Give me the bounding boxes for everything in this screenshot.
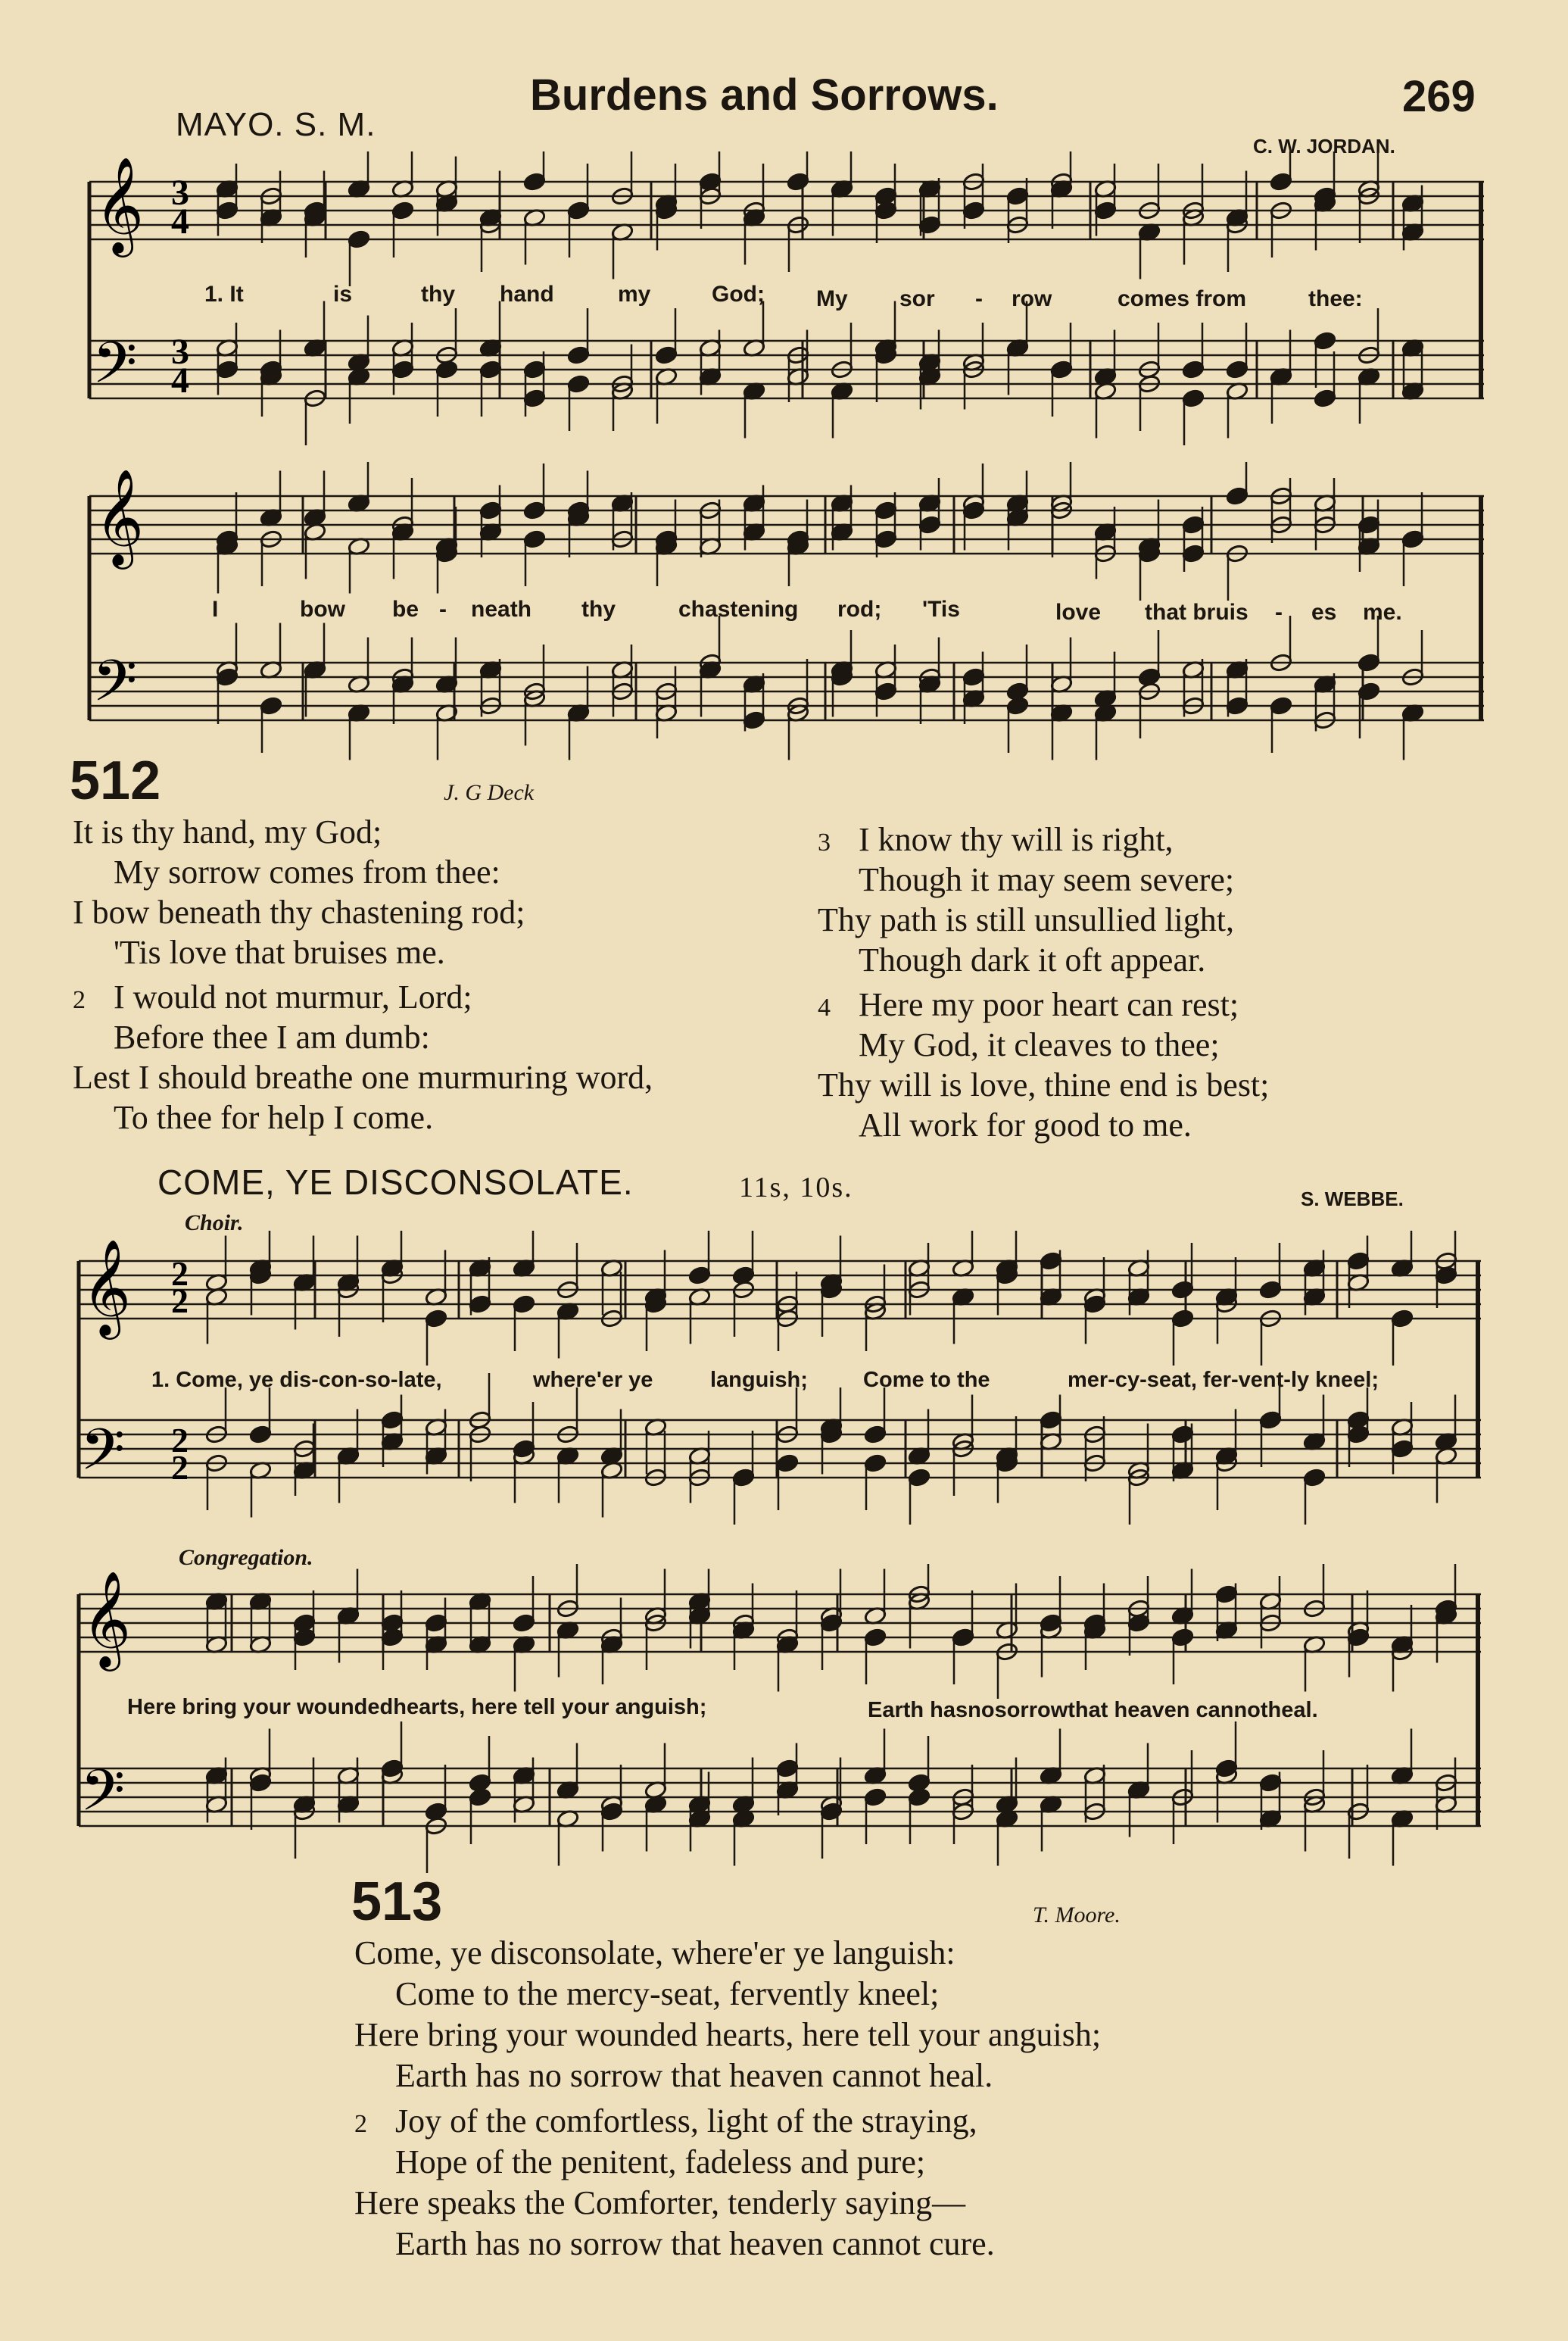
note-head bbox=[1270, 696, 1293, 716]
note-head bbox=[1171, 1628, 1195, 1647]
verse-512-3 bbox=[818, 819, 1234, 980]
verse-number: 4 bbox=[818, 994, 831, 1022]
treble-clef-icon: 𝄞 bbox=[95, 156, 145, 253]
note-head bbox=[1347, 1251, 1370, 1271]
note-head bbox=[523, 360, 547, 379]
verse-line: My sorrow comes from thee: bbox=[114, 854, 500, 891]
note-head bbox=[1182, 389, 1205, 408]
note-head bbox=[1259, 1773, 1283, 1793]
note-head bbox=[216, 360, 239, 379]
verse-line: Come to the mercy-seat, fervently kneel; bbox=[395, 1975, 940, 2012]
underlay-2-a: I bbox=[212, 597, 219, 622]
note-head bbox=[918, 515, 942, 535]
bass-clef-icon: 𝄢 bbox=[92, 329, 138, 410]
note-head bbox=[391, 360, 415, 379]
grand-staff-4 bbox=[65, 1564, 1481, 1882]
music-system-4 bbox=[65, 1564, 1481, 1882]
note-head bbox=[1314, 389, 1337, 408]
verse-line: Here speaks the Comforter, tenderly saying— bbox=[354, 2184, 966, 2221]
verse-number: 3 bbox=[818, 829, 831, 857]
time-sig-bottom-bass: 2 bbox=[171, 1448, 189, 1487]
underlay-3-c: languish; bbox=[710, 1368, 808, 1392]
time-sig-bottom: 4 bbox=[171, 201, 189, 242]
time-sig-top: 3 bbox=[171, 173, 189, 213]
bass-clef-icon: 𝄢 bbox=[80, 1757, 126, 1838]
time-sig-bottom-bass: 4 bbox=[171, 361, 189, 401]
note-head bbox=[348, 229, 371, 249]
note-head bbox=[249, 1425, 273, 1444]
bass-clef-icon: 𝄢 bbox=[92, 648, 138, 729]
time-sig-top-bass: 2 bbox=[171, 1421, 189, 1459]
verse-line: Though it may seem severe; bbox=[859, 861, 1235, 898]
author-moore: T. Moore. bbox=[1033, 1902, 1121, 1927]
tune-name-come-ye: COME, YE DISCONSOLATE. bbox=[157, 1163, 634, 1202]
underlay-2-i: 'Tis bbox=[922, 597, 960, 622]
underlay-1-a: 1. It bbox=[204, 282, 244, 307]
verse-line: Earth has no sorrow that heaven cannot heal. bbox=[395, 2057, 993, 2094]
note-head bbox=[908, 1468, 931, 1487]
verse-number: 2 bbox=[73, 986, 86, 1014]
note-head bbox=[391, 201, 415, 220]
section-title: Burdens and Sorrows. bbox=[530, 70, 999, 120]
note-head bbox=[523, 389, 547, 408]
hymn-number-513: 513 bbox=[351, 1871, 443, 1932]
verse-512-1 bbox=[73, 812, 525, 972]
note-head bbox=[1358, 653, 1381, 673]
treble-clef-icon: 𝄞 bbox=[82, 1570, 132, 1667]
note-head bbox=[908, 1787, 931, 1807]
verse-text: Joy of the comfortless, light of the straying, bbox=[395, 2102, 977, 2140]
tune-name-mayo: MAYO. S. M. bbox=[176, 106, 376, 143]
verse-line: Lest I should breathe one murmuring word, bbox=[73, 1059, 653, 1096]
verse-text: I would not murmur, Lord; bbox=[114, 979, 472, 1016]
verse-line: Here bring your wounded hearts, here tell your anguish; bbox=[354, 2016, 1102, 2053]
time-sig-top: 2 bbox=[171, 1254, 189, 1293]
note-head bbox=[513, 1613, 536, 1633]
note-head bbox=[1226, 360, 1249, 379]
note-head bbox=[1358, 515, 1381, 535]
music-system-1 bbox=[76, 151, 1484, 454]
underlay-1-k: comes from bbox=[1118, 286, 1247, 311]
note-head bbox=[1401, 529, 1425, 549]
note-head bbox=[688, 1266, 712, 1285]
note-head bbox=[732, 1468, 756, 1487]
underlay-2-b: bow bbox=[300, 597, 345, 622]
note-head bbox=[864, 1787, 887, 1807]
note-head bbox=[776, 1453, 800, 1473]
note-head bbox=[425, 1309, 448, 1328]
author-deck: J. G Deck bbox=[444, 780, 535, 805]
congregation-label: Congregation. bbox=[179, 1545, 313, 1570]
composer-jordan: C. W. JORDAN. bbox=[1253, 135, 1395, 158]
note-head bbox=[513, 1294, 536, 1314]
verse-text: Here my poor heart can rest; bbox=[859, 986, 1239, 1023]
underlay-2-g: chastening bbox=[678, 597, 799, 622]
note-head bbox=[260, 696, 283, 716]
underlay-1-d: hand bbox=[500, 282, 554, 307]
note-head bbox=[293, 1613, 316, 1633]
note-head bbox=[1006, 186, 1030, 206]
note-head bbox=[1215, 1584, 1239, 1604]
verse-line: Thy path is still unsullied light, bbox=[818, 901, 1234, 938]
note-head bbox=[1171, 1280, 1195, 1300]
underlay-3-b: where'er ye bbox=[533, 1368, 653, 1392]
verse-line: Before thee I am dumb: bbox=[114, 1019, 430, 1056]
underlay-2-h: rod; bbox=[837, 597, 882, 622]
treble-clef-icon: 𝄞 bbox=[82, 1238, 132, 1335]
verse-512-4 bbox=[818, 985, 1269, 1145]
underlay-1-l: thee: bbox=[1308, 286, 1363, 311]
note-head bbox=[469, 1294, 492, 1314]
note-head bbox=[1094, 201, 1118, 220]
verse-line: Though dark it oft appear. bbox=[859, 941, 1206, 979]
note-head bbox=[1006, 696, 1030, 716]
underlay-1-i: - bbox=[975, 286, 983, 311]
time-sig-top-bass: 3 bbox=[171, 332, 189, 372]
note-head bbox=[874, 529, 898, 549]
verse-line: To thee for help I come. bbox=[114, 1099, 434, 1136]
underlay-2-n: me. bbox=[1363, 600, 1402, 625]
note-head bbox=[874, 186, 898, 206]
verse-line bbox=[818, 985, 1269, 1025]
underlay-4-a: Here bring your woundedhearts, here tell your anguish; bbox=[127, 1695, 707, 1719]
underlay-1-b: is bbox=[333, 282, 353, 307]
note-head bbox=[864, 1453, 887, 1473]
underlay-2-k: that bruis bbox=[1145, 600, 1248, 625]
page-number: 269 bbox=[1402, 72, 1476, 121]
note-head bbox=[776, 1759, 800, 1778]
underlay-4-b: Earth hasnosorrowthat heaven cannotheal. bbox=[868, 1698, 1318, 1722]
note-head bbox=[1182, 360, 1205, 379]
underlay-1-f: God; bbox=[712, 282, 765, 307]
verse-number: 2 bbox=[354, 2110, 367, 2138]
underlay-1-c: thy bbox=[421, 282, 455, 307]
note-head bbox=[523, 529, 547, 549]
note-head bbox=[523, 172, 547, 192]
verse-text: I know thy will is right, bbox=[859, 821, 1174, 858]
note-head bbox=[1358, 682, 1381, 701]
note-head bbox=[567, 374, 591, 394]
meter-label: 11s, 10s. bbox=[739, 1172, 853, 1203]
underlay-1-j: row bbox=[1012, 286, 1052, 311]
note-head bbox=[435, 360, 459, 379]
underlay-2-j: love bbox=[1055, 600, 1102, 625]
note-head bbox=[864, 1425, 887, 1444]
grand-staff-1 bbox=[76, 151, 1484, 454]
note-head bbox=[1314, 331, 1337, 351]
note-head bbox=[469, 1787, 492, 1807]
note-head bbox=[1182, 544, 1205, 563]
verse-513-1 bbox=[354, 1933, 1101, 2096]
verse-line: 'Tis love that bruises me. bbox=[114, 934, 445, 971]
hymn-number-512: 512 bbox=[70, 751, 161, 811]
verse-line: It is thy hand, my God; bbox=[73, 813, 382, 851]
underlay-3-a: 1. Come, ye dis-con-so-late, bbox=[151, 1368, 442, 1392]
underlay-2-c: be bbox=[392, 597, 419, 622]
note-head bbox=[1303, 1468, 1326, 1487]
verse-line: Earth has no sorrow that heaven cannot cure. bbox=[395, 2225, 995, 2262]
underlay-1-e: my bbox=[618, 282, 651, 307]
verse-513-2 bbox=[354, 2101, 995, 2265]
note-head bbox=[874, 501, 898, 520]
note-head bbox=[567, 201, 591, 220]
note-head bbox=[425, 1613, 448, 1633]
underlay-3-e: mer-cy-seat, fer-vent-ly kneel; bbox=[1068, 1368, 1379, 1392]
note-head bbox=[1391, 1439, 1414, 1459]
choir-label: Choir. bbox=[185, 1210, 244, 1235]
note-head bbox=[1226, 696, 1249, 716]
verse-line: Come, ye disconsolate, where'er ye languish: bbox=[354, 1934, 955, 1971]
verse-line: All work for good to me. bbox=[859, 1107, 1192, 1144]
underlay-2-m: es bbox=[1311, 600, 1337, 625]
treble-clef-icon: 𝄞 bbox=[95, 468, 145, 565]
verse-line: I bow beneath thy chastening rod; bbox=[73, 894, 525, 931]
underlay-3-d: Come to the bbox=[863, 1368, 990, 1392]
note-head bbox=[874, 682, 898, 701]
note-head bbox=[1391, 1309, 1414, 1328]
note-head bbox=[523, 501, 547, 520]
composer-webbe: S. WEBBE. bbox=[1301, 1188, 1404, 1210]
note-head bbox=[1171, 1425, 1195, 1444]
note-head bbox=[479, 501, 503, 520]
verse-line bbox=[73, 977, 653, 1017]
note-head bbox=[1259, 1280, 1283, 1300]
note-head bbox=[1182, 515, 1205, 535]
verse-line bbox=[354, 2101, 995, 2142]
note-head bbox=[1226, 486, 1249, 506]
verse-line: Hope of the penitent, fadeless and pure; bbox=[395, 2143, 926, 2180]
underlay-2-f: thy bbox=[581, 597, 616, 622]
time-sig-bottom: 2 bbox=[171, 1281, 189, 1320]
verse-line bbox=[818, 819, 1234, 860]
underlay-2-e: neath bbox=[471, 597, 532, 622]
underlay-2-d: - bbox=[439, 597, 447, 622]
note-head bbox=[962, 201, 986, 220]
note-head bbox=[743, 710, 766, 730]
note-head bbox=[567, 345, 591, 365]
note-head bbox=[381, 1410, 404, 1430]
underlay-1-h: sor bbox=[899, 286, 935, 311]
underlay-1-g: My bbox=[816, 286, 848, 311]
note-head bbox=[787, 172, 810, 192]
note-head bbox=[1171, 1309, 1195, 1328]
underlay-2-l: - bbox=[1275, 600, 1283, 625]
note-head bbox=[952, 1628, 975, 1647]
note-head bbox=[216, 201, 239, 220]
verse-line: My God, it cleaves to thee; bbox=[859, 1026, 1220, 1063]
note-head bbox=[1270, 172, 1293, 192]
note-head bbox=[655, 345, 678, 365]
note-head bbox=[962, 667, 986, 687]
note-head bbox=[1347, 1410, 1370, 1430]
verse-line: Thy will is love, thine end is best; bbox=[818, 1066, 1270, 1103]
bass-clef-icon: 𝄢 bbox=[80, 1416, 126, 1497]
note-head bbox=[918, 215, 942, 235]
verse-512-2 bbox=[73, 977, 653, 1138]
note-head bbox=[699, 172, 722, 192]
note-head bbox=[864, 1628, 887, 1647]
